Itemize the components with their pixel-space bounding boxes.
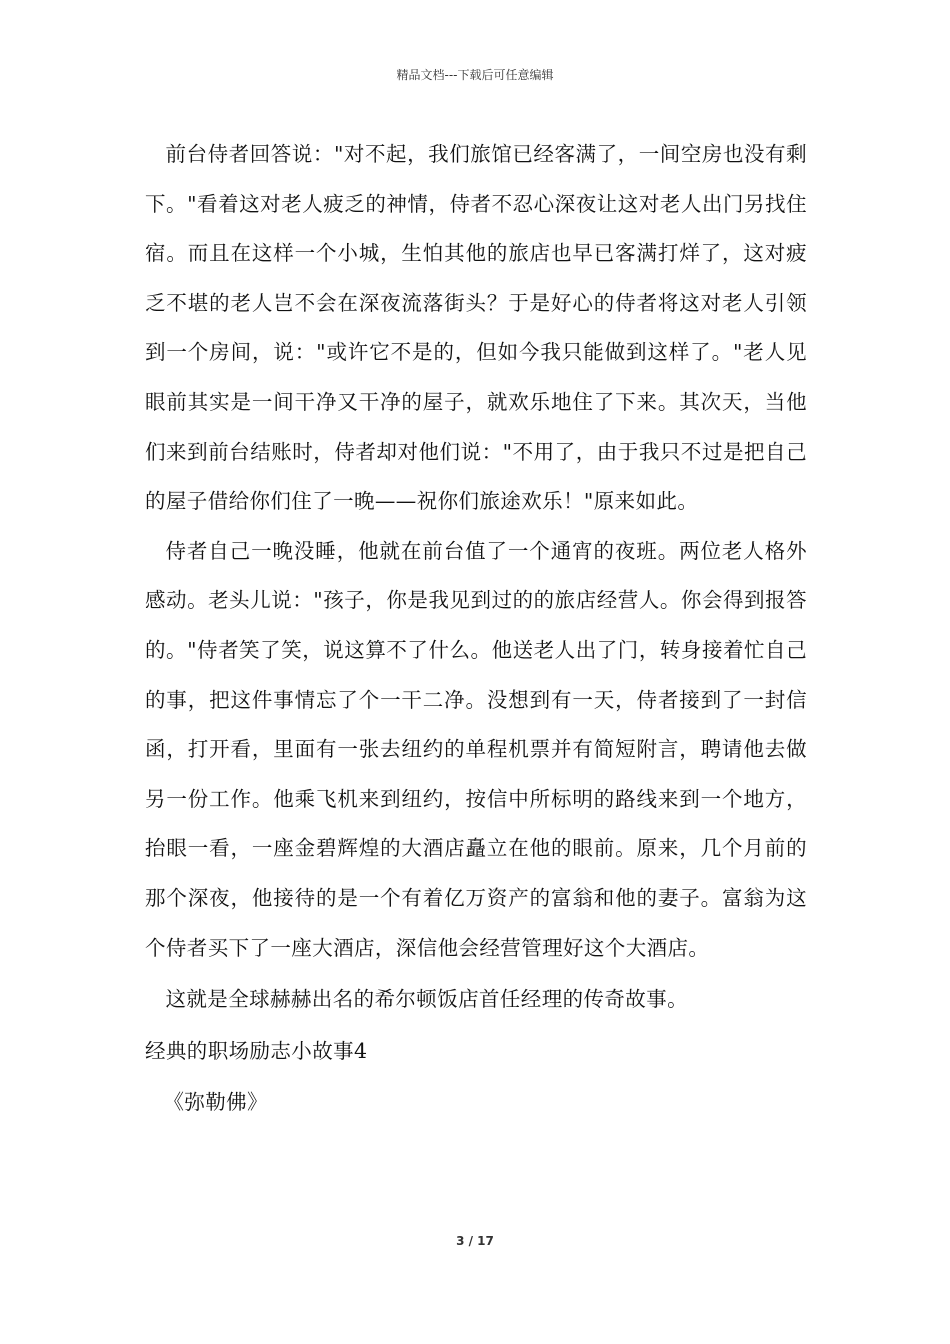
paragraph-1: 前台侍者回答说："对不起，我们旅馆已经客满了，一间空房也没有剩下。"看着这对老人疲乏的神情，侍者不忍心深夜让这对老人出门另找住宿。而且在这样一个小城，生怕其他的旅店也早已客满打烊了，这对疲乏不堪的老人岂不会在深夜流落街头？于是好心的侍者将这对老人引领到一个房间，说："或许它不是的，但如今我只能做到这样了。"老人见眼前其实是一间干净又干净的屋子，就欢乐地住了下来。其次天，当他们来到前台结账时，侍者却对他们说："不用了，由于我只不过是把自己的屋子借给你们住了一晚——祝你们旅途欢乐！"原来如此。: [145, 142, 807, 514]
paragraph-3: 这就是全球赫赫出名的希尔顿饭店首任经理的传奇故事。: [165, 987, 688, 1012]
page-header: 精品文档---下载后可任意编辑: [396, 68, 554, 82]
story-title: 《弥勒佛》: [163, 1090, 268, 1115]
document-body: [145, 130, 807, 1128]
section-heading: 经典的职场励志小故事4: [145, 1038, 368, 1063]
page-number: 3 / 17: [456, 1234, 494, 1248]
paragraph-2: 侍者自己一晚没睡，他就在前台值了一个通宵的夜班。两位老人格外感动。老头儿说："孩子，你是我见到过的的旅店经营人。你会得到报答的。"侍者笑了笑，说这算不了什么。他送老人出了门，转身接着忙自己的事，把这件事情忘了个一干二净。没想到有一天，侍者接到了一封信函，打开看，里面有一张去纽约的单程机票并有简短附言，聘请他去做另一份工作。他乘飞机来到纽约，按信中所标明的路线来到一个地方，抬眼一看，一座金碧辉煌的大酒店矗立在他的眼前。原来，几个月前的那个深夜，他接待的是一个有着亿万资产的富翁和他的妻子。富翁为这个侍者买下了一座大酒店，深信他会经营管理好这个大酒店。: [145, 538, 807, 960]
